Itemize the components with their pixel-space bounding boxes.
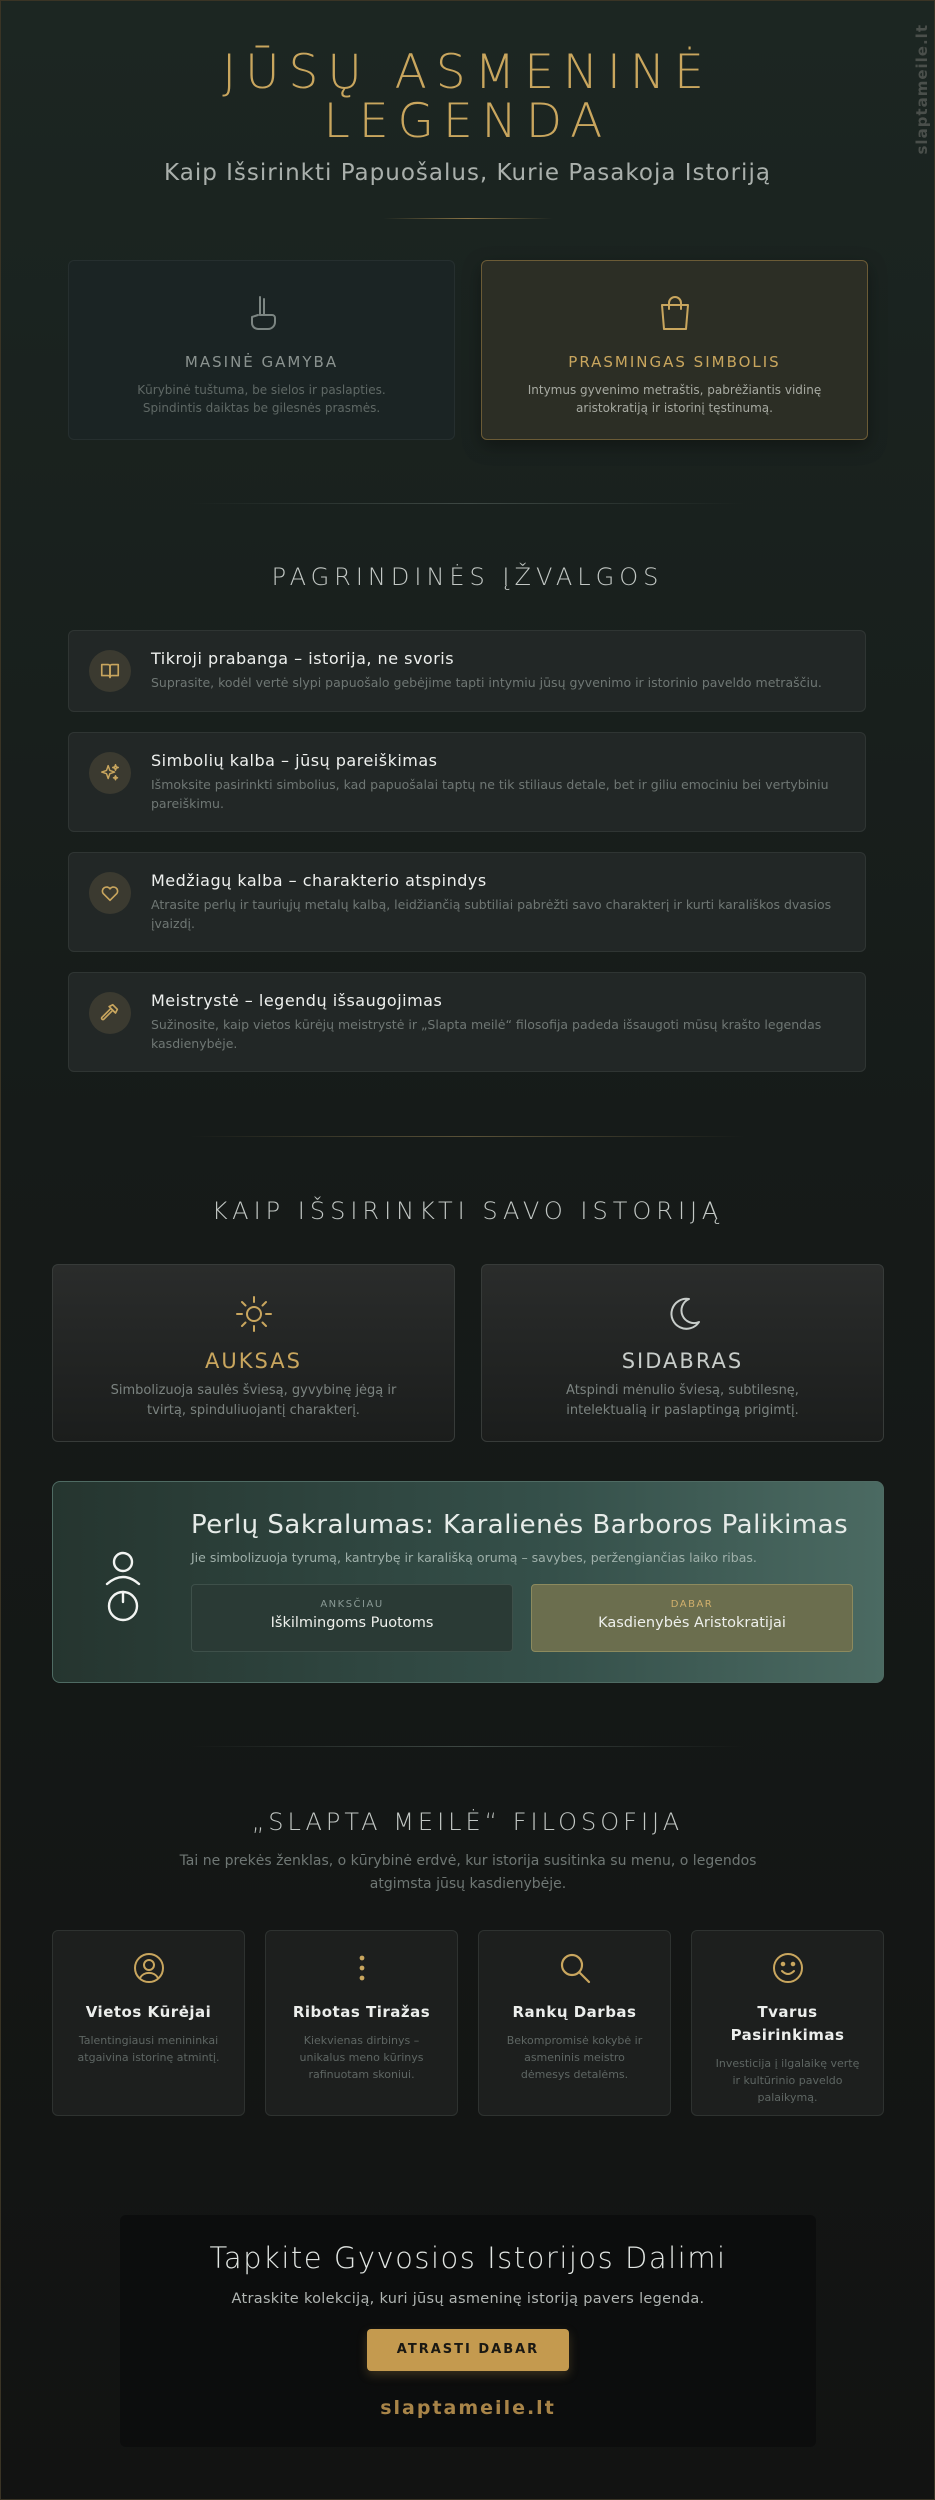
footer-brand[interactable]: slaptameile.lt xyxy=(380,2397,556,2419)
cta-subtitle: Atraskite kolekciją, kuri jūsų asmeninę istoriją pavers legenda. xyxy=(231,2291,705,2307)
pearl-section xyxy=(52,1481,884,1683)
feature-card xyxy=(691,1930,884,2116)
choice-title: SIDABRAS xyxy=(621,1349,744,1373)
pearl-title: Perlų Sakralumas: Karalienės Barboros Palikimas xyxy=(191,1510,849,1540)
feature-text: Bekompromisė kokybė ir asmeninis meistro dėmesys detalėms. xyxy=(506,2034,643,2081)
insight-title: Medžiagų kalba – charakterio atspindys xyxy=(151,871,487,890)
pearl-past-value: Iškilmingoms Puotoms xyxy=(270,1615,434,1631)
feature-text: Talentingiausi menininkai atgaivina istorinę atmintį. xyxy=(77,2034,220,2064)
pearl-figure-icon xyxy=(101,1548,145,1624)
insight-card xyxy=(68,732,866,832)
pearl-past-box xyxy=(191,1584,513,1652)
insight-text: Atrasite perlų ir tauriųjų metalų kalbą, leidžiančią subtiliai pabrėžti savo charakterį ir kurti karališkos dvasios įvaizdį. xyxy=(151,897,832,931)
smile-icon xyxy=(771,1951,805,1985)
feature-text: Investicija į ilgalaikę vertę ir kultūrinio paveldo palaikymą. xyxy=(715,2057,860,2104)
hero-section xyxy=(0,0,935,219)
sparkles-icon xyxy=(99,762,121,784)
side-brand-text: slaptameile.lt xyxy=(913,24,931,155)
discover-now-button[interactable]: ATRASTI DABAR xyxy=(367,2329,569,2371)
insights-heading: PAGRINDINĖS ĮŽVALGOS xyxy=(271,563,664,591)
shopping-bag-icon xyxy=(653,291,697,335)
feature-card xyxy=(478,1930,671,2116)
comparison-text: Kūrybinė tuštuma, be sielos ir paslapties. Spindintis daiktas be gilesnės prasmės. xyxy=(137,383,386,415)
cta-title: Tapkite Gyvosios Istorijos Dalimi xyxy=(209,2241,727,2275)
comparison-card-meaningful xyxy=(481,260,868,440)
comparison-text: Intymus gyvenimo metraštis, pabrėžiantis vidinę aristokratiją ir istorinį tęstinumą. xyxy=(527,383,822,415)
insight-text: Sužinosite, kaip vietos kūrėjų meistrystė ir „Slapta meilė“ filosofija padeda išsaugoti mūsų krašto legendas kasdienybėje. xyxy=(151,1017,822,1051)
heart-icon xyxy=(99,882,121,904)
philosophy-subtitle: Tai ne prekės ženklas, o kūrybinė erdvė, kur istorija susitinka su menu, o legendos atgimsta jūsų kasdienybėje. xyxy=(179,1853,757,1892)
comparison-title: PRASMINGAS SIMBOLIS xyxy=(568,353,781,371)
insight-card xyxy=(68,630,866,712)
book-icon xyxy=(99,660,121,682)
feature-card xyxy=(265,1930,458,2116)
hero-title: JŪSŲ ASMENINĖ LEGENDA xyxy=(222,45,713,149)
choice-card-silver xyxy=(481,1264,884,1442)
pearl-past-label: ANKSČIAU xyxy=(320,1599,384,1610)
pearl-now-value: Kasdienybės Aristokratijai xyxy=(598,1615,786,1631)
comparison-card-mass xyxy=(68,260,455,440)
moon-icon xyxy=(662,1293,704,1335)
comparison-section xyxy=(68,260,868,440)
feature-title: Vietos Kūrėjai xyxy=(85,2003,212,2021)
comparison-title: MASINĖ GAMYBA xyxy=(184,353,339,371)
feature-title: Rankų Darbas xyxy=(512,2003,637,2021)
feature-title: Tvarus Pasirinkimas xyxy=(730,2003,845,2044)
choice-card-gold xyxy=(52,1264,455,1442)
sun-icon xyxy=(233,1293,275,1335)
hero-subtitle: Kaip Išsirinkti Papuošalus, Kurie Pasakoja Istoriją xyxy=(164,160,771,186)
feature-card xyxy=(52,1930,245,2116)
choice-text: Simbolizuoja saulės šviesą, gyvybinę jėgą ir tvirtą, spinduliuojantį charakterį. xyxy=(110,1383,397,1418)
user-circle-icon xyxy=(132,1951,166,1985)
insight-card xyxy=(68,972,866,1072)
choose-heading: KAIP IŠSIRINKTI SAVO ISTORIJĄ xyxy=(211,1197,724,1225)
insight-title: Tikroji prabanga – istorija, ne svoris xyxy=(151,649,455,668)
feature-title: Ribotas Tiražas xyxy=(292,2003,431,2021)
search-icon xyxy=(558,1951,592,1985)
insight-title: Meistrystė – legendų išsaugojimas xyxy=(151,991,443,1010)
dots-vertical-icon xyxy=(345,1951,379,1985)
choice-text: Atspindi mėnulio šviesą, subtilesnę, intelektualią ir paslaptingą prigimtį. xyxy=(566,1383,799,1418)
section-divider xyxy=(190,503,745,504)
insight-text: Suprasite, kodėl vertė slypi papuošalo gebėjime tapti intymiu jūsų gyvenimo ir istorinio paveldo metraščiu. xyxy=(151,675,822,690)
philosophy-heading: „SLAPTA MEILĖ“ FILOSOFIJA xyxy=(251,1808,684,1836)
pearl-now-box xyxy=(531,1584,853,1652)
philosophy-features xyxy=(52,1930,884,2116)
insight-text: Išmoksite pasirinkti simbolius, kad papuošalai taptų ne tik stiliaus detale, bet ir giliu emociniu bei vertybiniu pareiškimu. xyxy=(151,777,829,811)
section-divider xyxy=(190,1746,745,1747)
insight-title: Simbolių kalba – jūsų pareiškimas xyxy=(151,751,438,770)
pearl-now-label: DABAR xyxy=(670,1599,714,1610)
choice-title: AUKSAS xyxy=(205,1349,302,1373)
section-divider xyxy=(190,1136,745,1137)
insight-card xyxy=(68,852,866,952)
cta-section xyxy=(120,2215,816,2447)
feature-text: Kiekvienas dirbinys – unikalus meno kūrinys rafinuotam skoniui. xyxy=(299,2034,424,2081)
choose-cards xyxy=(52,1264,884,1442)
hero-divider xyxy=(383,218,553,219)
pearl-subtitle: Jie simbolizuoja tyrumą, kantrybę ir karališką orumą – savybes, peržengiančias laiko ribas. xyxy=(191,1550,757,1565)
hammer-icon xyxy=(99,1002,121,1024)
hand-icon xyxy=(240,291,284,335)
